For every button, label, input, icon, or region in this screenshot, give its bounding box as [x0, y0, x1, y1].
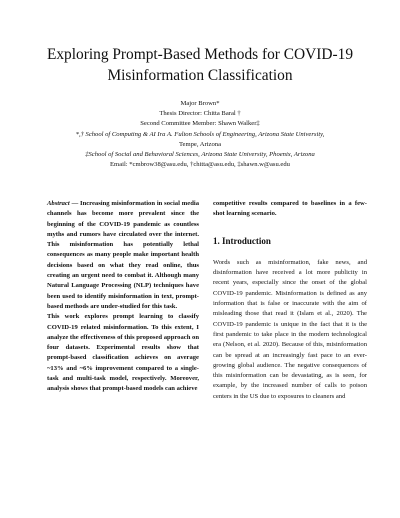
author-block	[20, 99, 380, 170]
abstract-label: Abstract	[47, 200, 70, 207]
committee-member: Second Committee Member: Shawn Walker‡	[140, 120, 260, 128]
abstract-paragraph-2: This work explores prompt learning to classify COVID-19 related misinformation. To this extent, I analyze the effectiveness of this proposed approach on four datasets. Experimental results show that prompt-based classification achieves on average ~13% and ~6% improvement compared to a single-task and multi-task model, respectively. Moreover, analysis shows that prompt-based models can achieve	[47, 313, 199, 393]
affiliation-computing: *,† School of Computing & AI Ira A. Fulton Schools of Engineering, Arizona State University,	[75, 130, 325, 138]
affiliation-social-sciences: ‡School of Social and Behavioral Sciences, Arizona State University, Phoenix, Arizona	[85, 151, 315, 159]
abstract-text-1: — Increasing misinformation in social media channels has become more prevalent since the beginning of the COVID-19 pandemic as countless myths and rumors have circulated over the internet. This misinformation has potentially lethal consequences as many people make important health decisions based on what they read online, thus creating an urgent need to combat it. Although many Natural Language Processing (NLP) techniques have been used to identify misinformation in text, prompt-based methods are under-studied for this task.	[47, 200, 199, 310]
paper-title: Exploring Prompt-Based Methods for COVID-19 Misinformation Classification	[46, 46, 354, 84]
section-heading-introduction: 1. Introduction	[213, 235, 271, 246]
affiliation-location: Tempe, Arizona	[178, 140, 221, 148]
thesis-director: Thesis Director: Chitta Baral †	[159, 110, 241, 118]
abstract-paragraph-1	[47, 199, 199, 312]
author-name: Major Brown*	[180, 100, 220, 107]
introduction-paragraph: Words such as misinformation, fake news, and disinformation have received a lot more publicity in recent years, especially since the onset of the global COVID-19 pandemic. Misinformation is defined as any information that is false or inaccurate with the aim of misleading those that read it (Islam et al., 2020). The COVID-19 pandemic is unique in the fact that it is the first pandemic to take place in the modern technological era (Nelson, et al. 2020). Because of this, misinformation can be spread at an increasingly fast pace to an ever-growing global audience. The negative consequences of this misinformation can be devastating, as is seen, for example, by the increased number of calls to poison centers in the US due to exposures to cleaners and	[213, 258, 367, 400]
author-emails: Email: *cmbrow38@asu.edu, †chitta@asu.edu, ‡shawn.w@asu.edu	[110, 161, 290, 169]
right-column	[213, 199, 367, 402]
abstract-column	[47, 199, 199, 395]
abstract-continued: competitive results compared to baselines in a few-shot learning scenario.	[213, 200, 367, 218]
